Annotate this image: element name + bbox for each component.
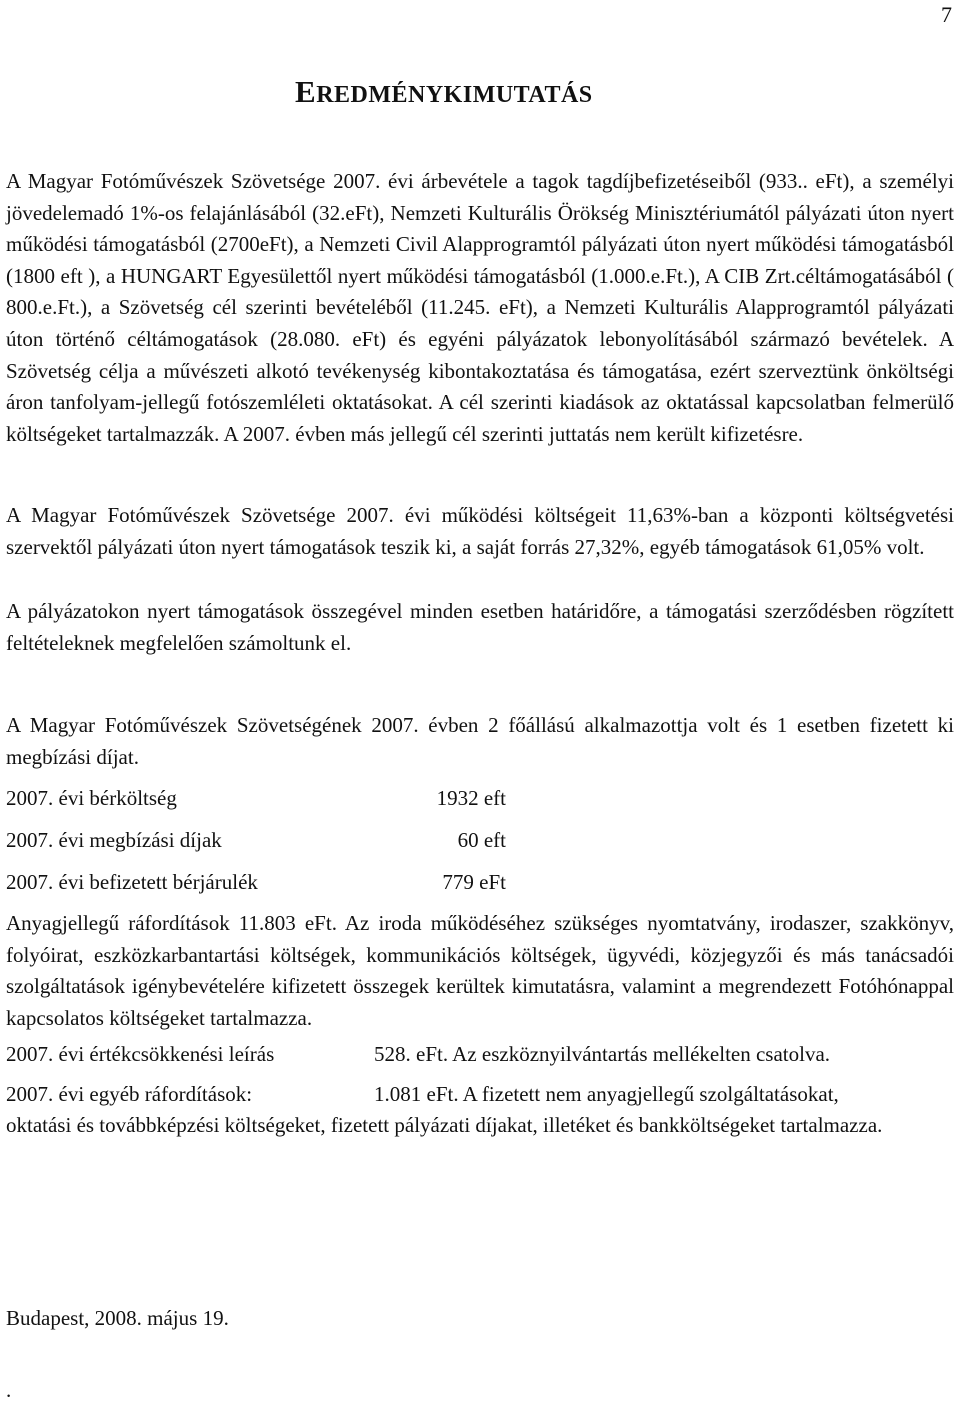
depreciation-value: 528. eFt. Az eszköznyilvántartás mellékelten csatolva. — [374, 1042, 831, 1066]
page-title-rest: REDMÉNYKIMUTATÁS — [316, 82, 593, 108]
cost-value: 60 eft — [457, 828, 506, 852]
cost-label: 2007. évi bérköltség — [6, 786, 177, 810]
place-date: Budapest, 2008. május 19. — [6, 1306, 229, 1330]
page-title-initial: E — [295, 74, 317, 109]
cost-value: 1932 eft — [436, 786, 506, 810]
page-title — [295, 74, 593, 110]
other-expenses-value: 1.081 eFt. A fizetett nem anyagjellegű szolgáltatásokat, — [374, 1082, 839, 1106]
cost-label: 2007. évi befizetett bérjárulék — [6, 870, 258, 894]
other-expenses-continuation: oktatási és továbbképzési költségeket, fizetett pályázati díjakat, illetéket és bankköltségeket tartalmazza. — [6, 1113, 883, 1137]
cost-share-paragraph: A Magyar Fotóművészek Szövetsége 2007. évi működési költségeit 11,63%-ban a központi költségvetési szervektől pályázati úton nyert támogatások teszik ki, a saját forrás 27,32%, egyéb támogatások 61,05% volt. — [6, 503, 954, 559]
cost-value: 779 eFt — [442, 870, 506, 894]
depreciation-label: 2007. évi értékcsökkenési leírás — [6, 1042, 275, 1066]
trailing-dot: . — [6, 1378, 12, 1402]
grant-settlement-paragraph: A pályázatokon nyert támogatások összegével minden esetben határidőre, a támogatási szerződésben rögzített feltételeknek megfelelően számoltunk el. — [6, 599, 954, 655]
material-expenses-paragraph: Anyagjellegű ráfordítások 11.803 eFt. Az iroda működéséhez szükséges nyomtatvány, irodaszer, szakkönyv, folyóirat, eszközkarbantartási költségek, kommunikációs költségek, ügyvédi, közjegyzői és más tanácsadói szolgáltatások igénybevételére kifizetett összegek kerültek kimutatásra, valamint a megrendezett Fotóhónappal kapcsolatos költségeket tartalmazza. — [6, 911, 954, 1030]
page-number: 7 — [941, 2, 952, 27]
cost-label: 2007. évi megbízási díjak — [6, 828, 222, 852]
revenue-paragraph: A Magyar Fotóművészek Szövetsége 2007. évi árbevétele a tagok tagdíjbefizetéseiből (933.. eFt), a személyi jövedelemadó 1%-os felajánlásából (32.eFt), Nemzeti Kulturális Örökség Minisztériumától pályázati úton nyert működési támogatásból (2700eFt), a Nemzeti Civil Alapprogramtól pályázati úton nyert működési támogatásból (1800 eft ), a HUNGART Egyesülettől nyert működési támogatásból (1.000.e.Ft.), A CIB Zrt.céltámogatásából ( 800.e.Ft.), a Szövetség cél szerinti bevételéből (11.245. eFt), a Nemzeti Kulturális Alapprogramtól pályázati úton történő céltámogatások (28.080. eFt) és egyéni pályázatok lebonyolításából származó bevételek. A Szövetség célja a művészeti alkotó tevékenység kibontakoztatása és támogatása, ezért szerveztünk önköltségi áron tanfolyam-jellegű fotószemléleti oktatásokat. A cél szerinti kiadások az oktatással kapcsolatban felmerülő költségeket tartalmazzák. A 2007. évben más jellegű cél szerinti juttatás nem került kifizetésre. — [6, 169, 954, 446]
other-expenses-label: 2007. évi egyéb ráfordítások: — [6, 1082, 253, 1106]
employees-paragraph: A Magyar Fotóművészek Szövetségének 2007. évben 2 főállású alkalmazottja volt és 1 esetben fizetett ki megbízási díjat. — [6, 713, 954, 769]
